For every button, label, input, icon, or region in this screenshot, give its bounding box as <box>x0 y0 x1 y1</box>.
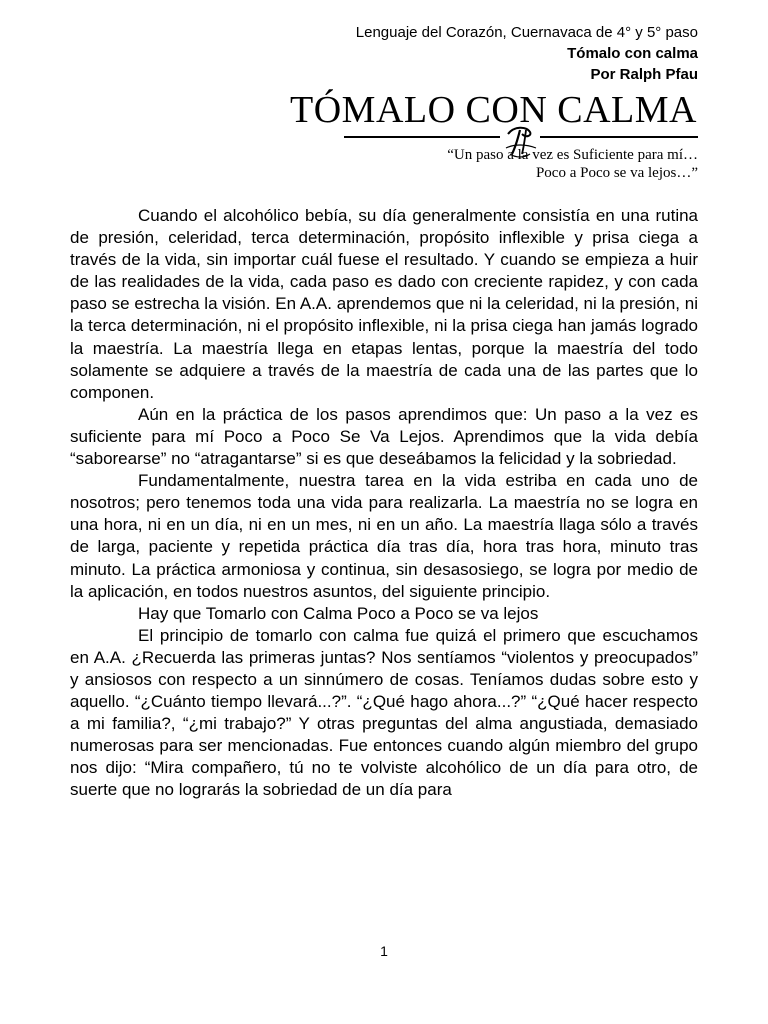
epigraph-quote <box>447 146 698 182</box>
paragraph-4-heading: Hay que Tomarlo con Calma Poco a Poco se va lejos <box>138 603 539 623</box>
document-title: TÓMALO CON CALMA <box>290 89 697 131</box>
title-rule-left <box>344 136 500 138</box>
paragraph-5: El principio de tomarlo con calma fue quizá el primero que escuchamos en A.A. ¿Recuerda las primeras juntas? Nos sentíamos “violentos y preocupados” y ansiosos con respecto a un sinnúmero de cosas. Teníamos dudas sobre esto y aquello. “¿Cuánto tiempo llevará...?”. “¿Qué hago ahora...?” “¿Qué hacer respecto a mi familia?, “¿mi trabajo?” Y otras preguntas del alma angustiada, demasiado numerosas para ser mencionadas. Fue entonces cuando algún miembro del grupo nos dijo: “Mira compañero, tú no te volviste alcohólico de un día para otro, de suerte que no lograrás la sobriedad de un día para <box>70 625 698 800</box>
paragraph-1: Cuando el alcohólico bebía, su día generalmente consistía en una rutina de presión, celeridad, terca determinación, propósito inflexible y prisa ciega a través de la vida, sin importar cuál fuese el resultado. Y cuando se empieza a huir de las realidades de la vida, cada paso es dado con creciente rapidez, y con cada paso se estrecha la visión. En A.A. aprendemos que ni la celeridad, ni la presión, ni la terca determinación, ni el propósito inflexible, ni la prisa ciega han jamás logrado la maestría. La maestría llega en etapas lentas, porque la maestría del todo solamente se adquiere a través de la maestría de cada una de las partes que lo componen. <box>70 206 698 402</box>
page-number: 1 <box>380 943 388 959</box>
quote-line-2: Poco a Poco se va lejos…” <box>535 165 698 181</box>
quote-line-1: “Un paso a la vez es Suficiente para mí… <box>447 147 698 163</box>
paragraph-3: Fundamentalmente, nuestra tarea en la vida estriba en cada uno de nosotros; pero tenemos toda una vida para realizarla. La maestría no se logra en una hora, ni en un día, ni en un mes, ni en un año. La maestría llaga sólo a través de larga, paciente y repetida práctica día tras día, hora tras hora, minuto tras minuto. La práctica armoniosa y continua, sin desasosiego, se logra por medio de la aplicación, en todos nuestros asuntos, del siguiente principio. <box>70 471 698 601</box>
document-header <box>356 22 698 85</box>
paragraph-2: Aún en la práctica de los pasos aprendimos que: Un paso a la vez es suficiente para mí Poco a Poco Se Va Lejos. Aprendimos que la vida debía “saborearse” no “atragantarse” si es que deseábamos la felicidad y la sobriedad. <box>70 404 698 469</box>
header-event-line: Lenguaje del Corazón, Cuernavaca de 4° y 5° paso <box>355 24 698 41</box>
header-author: Por Ralph Pfau <box>590 66 698 83</box>
header-subtitle: Tómalo con calma <box>567 45 698 62</box>
title-rule-right <box>540 136 698 138</box>
document-body <box>70 205 698 802</box>
